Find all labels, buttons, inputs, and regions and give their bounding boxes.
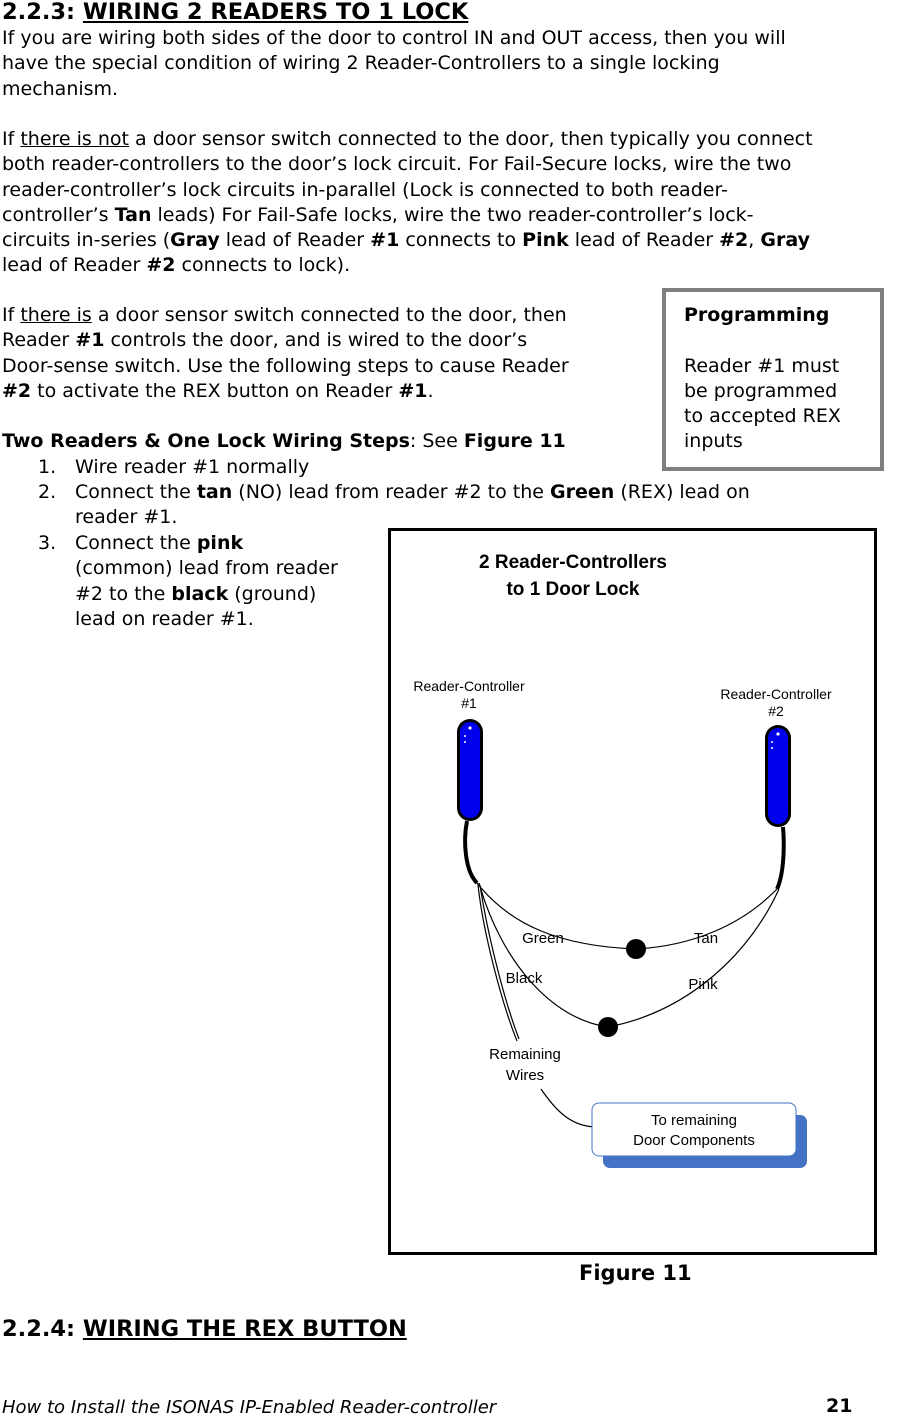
intro-line: If you are wiring both sides of the door to control IN and OUT access, then you will	[2, 27, 786, 49]
para-line: If there is a door sensor switch connected to the door, then	[2, 304, 567, 326]
diagram-title: 2 Reader-Controllers	[479, 552, 667, 573]
programming-note-line: Reader #1 must	[684, 354, 840, 377]
figure-reference: Figure 11	[463, 430, 566, 452]
reader-1-number: #1	[461, 695, 477, 711]
para-line: Door-sense switch. Use the following steps to cause Reader	[2, 354, 569, 377]
tan-wire-label: Tan	[693, 930, 719, 947]
reader-2-cable	[777, 827, 784, 889]
figure-caption: Figure 11	[579, 1261, 692, 1285]
no-sensor-paragraph	[2, 127, 813, 279]
steps-heading: Two Readers & One Lock Wiring Steps: See Figure 11	[2, 430, 566, 452]
sensor-paragraph	[2, 303, 569, 404]
para-line: #2 to activate the REX button on Reader #1.	[2, 379, 434, 402]
pink-wire-label: Pink	[688, 976, 718, 993]
section-number: 2.2.3:	[2, 0, 76, 25]
page-number: 21	[826, 1395, 853, 1417]
reader-1-device	[457, 719, 483, 821]
intro-line: have the special condition of wiring 2 Reader-Controllers to a single locking	[2, 52, 720, 75]
programming-note-title: Programming	[684, 304, 830, 326]
para-line: reader-controller’s lock circuits in-parallel (Lock is connected to both reader-	[2, 178, 728, 201]
door-components-label: To remaining	[651, 1112, 737, 1129]
reader-2-device	[765, 725, 791, 827]
reader-1-cable	[465, 821, 477, 883]
reader-1-label: Reader-Controller	[413, 678, 525, 694]
diagram-title: to 1 Door Lock	[506, 579, 640, 600]
para-line: Reader #1 controls the door, and is wired to the door’s	[2, 329, 528, 352]
black-wire-label: Black	[505, 970, 543, 987]
wiring-diagram	[391, 531, 874, 1252]
programming-note-line: be programmed	[684, 379, 838, 402]
green-wire-label: Green	[522, 930, 564, 947]
intro-paragraph	[2, 26, 786, 102]
para-line: If there is not a door sensor switch connected to the door, then typically you connect	[2, 128, 813, 150]
para-line: both reader-controllers to the door’s lock circuit. For Fail-Secure locks, wire the two	[2, 153, 792, 176]
programming-note-line: to accepted REX	[684, 405, 841, 428]
section-number: 2.2.4:	[2, 1316, 76, 1342]
remaining-wire-lead	[541, 1089, 595, 1127]
remaining-wires-label: Wires	[505, 1067, 545, 1084]
programming-note-box	[662, 288, 884, 471]
para-line: controller’s Tan leads) For Fail-Safe locks, wire the two reader-controller’s lock-	[2, 203, 754, 226]
intro-line: mechanism.	[2, 77, 119, 100]
splice-connector-1	[626, 939, 646, 959]
para-line: lead of Reader #2 connects to lock).	[2, 254, 351, 277]
remaining-wires-label: Remaining	[489, 1046, 561, 1063]
wiring-diagram-frame	[388, 528, 877, 1255]
programming-note-line: inputs	[684, 430, 743, 453]
door-components-box	[592, 1103, 807, 1168]
reader-2-label: Reader-Controller	[720, 686, 832, 702]
splice-connector-2	[598, 1017, 618, 1037]
section-heading-2-2-4	[2, 1316, 407, 1342]
section-heading-2-2-3	[2, 0, 468, 25]
page-footer-title: How to Install the ISONAS IP-Enabled Reader-controller	[2, 1397, 497, 1418]
steps-title: Two Readers & One Lock Wiring Steps	[2, 430, 410, 452]
para-line: circuits in-series (Gray lead of Reader #1 connects to Pink lead of Reader #2, Gray	[2, 229, 810, 252]
reader-2-number: #2	[768, 703, 784, 719]
section-title: WIRING THE REX BUTTON	[82, 1316, 407, 1342]
door-components-label: Door Components	[633, 1132, 755, 1149]
section-title: WIRING 2 READERS TO 1 LOCK	[82, 0, 469, 25]
remaining-wire	[480, 885, 519, 1039]
